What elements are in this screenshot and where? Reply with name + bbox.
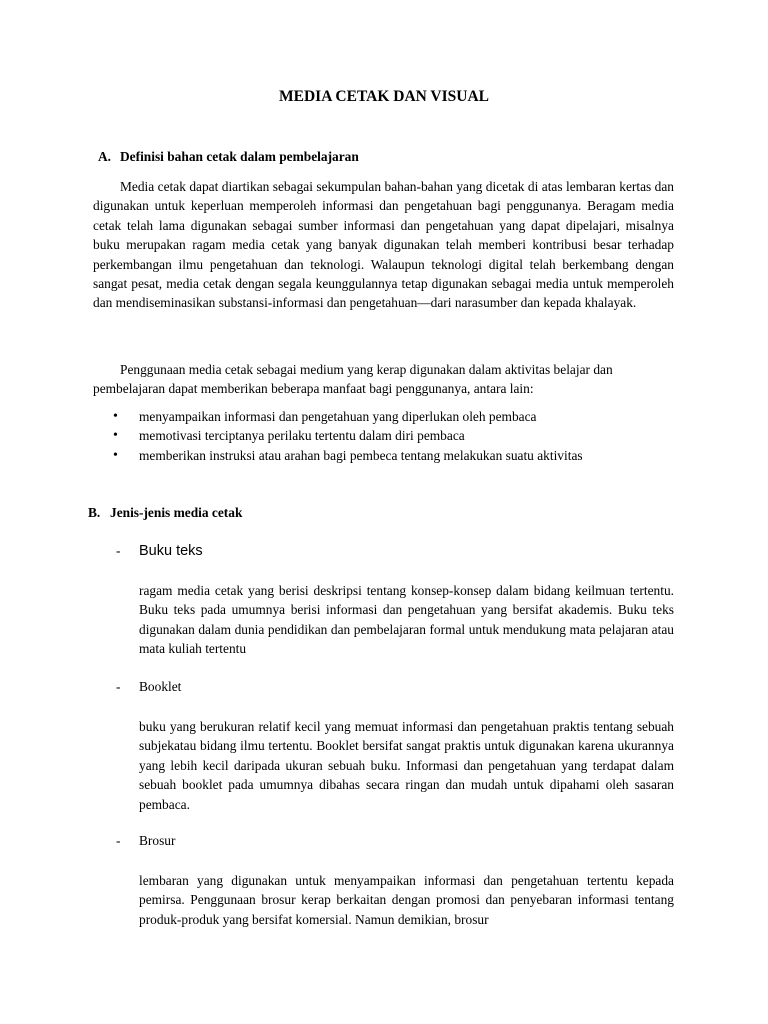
dash-marker: - bbox=[116, 679, 121, 694]
media-type-description: ragam media cetak yang berisi deskripsi tentang konsep-konsep dalam bidang keilmuan tertentu. Buku teks pada umumnya berisi informasi dan pengetahuan yang bersifat akademis. Buku teks digunakan dalam dunia pendidikan dan pembelajaran formal untuk mendukung mata pelajaran atau mata kuliah tertentu bbox=[139, 583, 674, 657]
section-b-heading bbox=[88, 505, 242, 521]
list-item bbox=[93, 426, 583, 445]
media-type-booklet bbox=[116, 679, 181, 695]
list-item-text: memberikan instruksi atau arahan bagi pembeca tentang melakukan suatu aktivitas bbox=[139, 447, 583, 463]
dash-marker: - bbox=[116, 543, 121, 558]
bullet-icon: • bbox=[113, 447, 118, 463]
dash-marker: - bbox=[116, 833, 121, 848]
section-b-marker: B. bbox=[88, 505, 101, 520]
media-type-description: lembaran yang digunakan untuk menyampaikan informasi dan pengetahuan tertentu kepada pemirsa. Penggunaan brosur kerap berkaitan dengan promosi dan penyebaran informasi tentang produk-produk yang bersifat komersial. Namun demikian, brosur bbox=[139, 873, 674, 927]
media-type-brosur bbox=[116, 833, 175, 849]
section-a-title: Definisi bahan cetak dalam pembelajaran bbox=[120, 149, 359, 164]
list-item bbox=[93, 407, 583, 426]
section-b-title: Jenis-jenis media cetak bbox=[110, 505, 243, 520]
list-item bbox=[93, 446, 583, 465]
media-type-description: buku yang berukuran relatif kecil yang memuat informasi dan pengetahuan praktis tentang sebuah subjekatau bidang ilmu tertentu. Booklet bersifat sangat praktis untuk digunakan karena ukurannya yang lebih kecil daripada ukuran sebuah buku. Informasi dan pengetahuan yang terdapat dalam sebuah booklet pada umumnya dibahas secara ringan dan mudah untuk dipahami oleh sasaran pembaca. bbox=[139, 719, 674, 812]
section-a-paragraph-2: Penggunaan media cetak sebagai medium yang kerap digunakan dalam aktivitas belajar dan pembelajaran dapat memberikan beberapa manfaat bagi penggunanya, antara lain: bbox=[93, 362, 613, 397]
media-type-buku-teks bbox=[116, 543, 203, 559]
benefits-list bbox=[93, 407, 583, 465]
list-item-text: memotivasi terciptanya perilaku tertentu dalam diri pembaca bbox=[139, 428, 465, 444]
media-type-name: Booklet bbox=[139, 679, 182, 694]
section-a-marker: A. bbox=[98, 149, 112, 164]
bullet-icon: • bbox=[113, 428, 118, 444]
media-type-name: Brosur bbox=[139, 833, 176, 848]
media-type-name: Buku teks bbox=[139, 543, 203, 559]
document-title: MEDIA CETAK DAN VISUAL bbox=[279, 88, 489, 105]
list-item-text: menyampaikan informasi dan pengetahuan yang diperlukan oleh pembaca bbox=[139, 409, 537, 424]
section-a-heading bbox=[98, 149, 359, 165]
section-a-paragraph-1: Media cetak dapat diartikan sebagai sekumpulan bahan-bahan yang dicetak di atas lembaran kertas dan digunakan untuk keperluan memperoleh informasi dan pengetahuan bagi penggunanya. Beragam media cetak telah lama digunakan sebagai sumber informasi dan pengetahuan yang dapat dipelajari, misalnya buku merupakan ragam media cetak yang banyak digunakan telah memberi kontribusi besar terhadap perkembangan ilmu pengetahuan dan teknologi. Walaupun teknologi digital telah berkembang dengan sangat pesat, media cetak dengan segala keunggulannya tetap digunakan sebagai media untuk memperoleh dan mendiseminasikan substansi-informasi dan pengetahuan—dari narasumber dan kepada khalayak. bbox=[93, 179, 674, 311]
bullet-icon: • bbox=[113, 409, 118, 424]
